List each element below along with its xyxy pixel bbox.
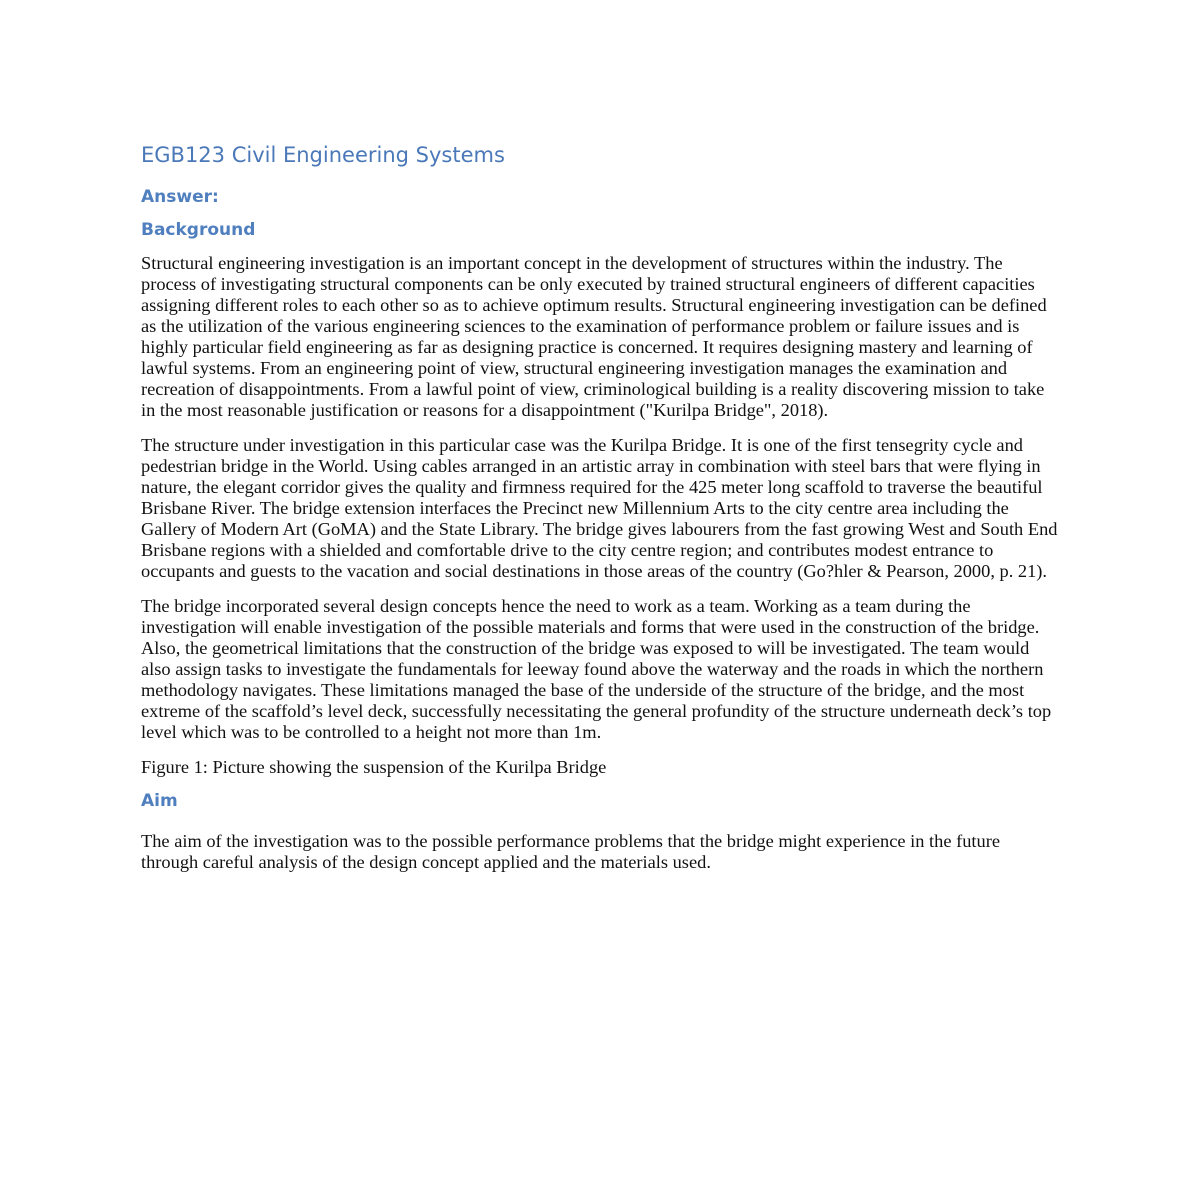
answer-heading: Answer:	[141, 187, 219, 207]
document-page	[141, 143, 1061, 887]
background-heading: Background	[141, 220, 256, 240]
background-paragraph-1: Structural engineering investigation is an important concept in the development of structures within the industry. The process of investigating structural components can be only executed by trained structural engineers of different capacities assigning different roles to each other so as to achieve optimum results. Structural engineering investigation can be defined as the utilization of the various engineering sciences to the examination of performance problem or failure issues and is highly particular field engineering as far as designing practice is concerned. It requires designing mastery and learning of lawful systems. From an engineering point of view, structural engineering investigation manages the examination and recreation of disappointments. From a lawful point of view, criminological building is a reality discovering mission to take in the most reasonable justification or reasons for a disappointment ("Kurilpa Bridge", 2018).	[141, 253, 1047, 420]
document-title: EGB123 Civil Engineering Systems	[141, 143, 505, 167]
aim-paragraph: The aim of the investigation was to the possible performance problems that the bridge might experience in the future through careful analysis of the design concept applied and the materials used.	[141, 831, 1000, 872]
aim-heading: Aim	[141, 791, 178, 811]
background-paragraph-2: The structure under investigation in this particular case was the Kurilpa Bridge. It is one of the first tensegrity cycle and pedestrian bridge in the World. Using cables arranged in an artistic array in combination with steel bars that were flying in nature, the elegant corridor gives the quality and firmness required for the 425 meter long scaffold to traverse the beautiful Brisbane River. The bridge extension interfaces the Precinct new Millennium Arts to the city centre area including the Gallery of Modern Art (GoMA) and the State Library. The bridge gives labourers from the fast growing West and South End Brisbane regions with a shielded and comfortable drive to the city centre region; and contributes modest entrance to occupants and guests to the vacation and social destinations in those areas of the country (Go?hler & Pearson, 2000, p. 21).	[141, 435, 1058, 581]
figure-caption: Figure 1: Picture showing the suspension of the Kurilpa Bridge	[141, 757, 607, 777]
background-paragraph-3: The bridge incorporated several design concepts hence the need to work as a team. Working as a team during the investigation will enable investigation of the possible materials and forms that were used in the construction of the bridge. Also, the geometrical limitations that the construction of the bridge was exposed to will be investigated. The team would also assign tasks to investigate the fundamentals for leeway found above the waterway and the roads in which the northern methodology navigates. These limitations managed the base of the underside of the structure of the bridge, and the most extreme of the scaffold’s level deck, successfully necessitating the general profundity of the structure underneath deck’s top level which was to be controlled to a height not more than 1m.	[141, 596, 1052, 742]
